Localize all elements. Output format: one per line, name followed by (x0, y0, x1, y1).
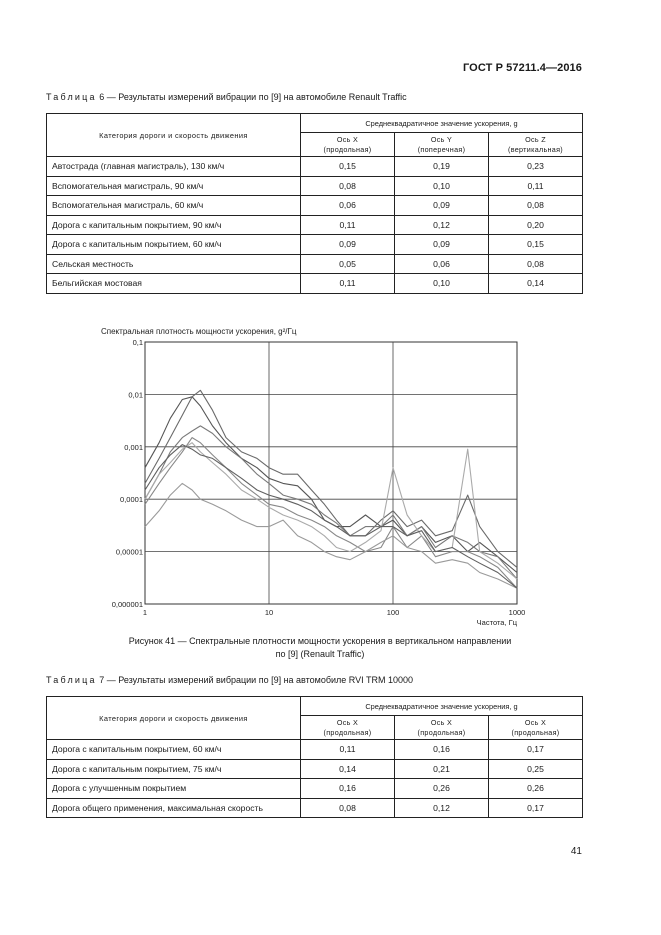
axis-name: Ось X (336, 717, 359, 727)
axis-desc: (продольная) (417, 727, 466, 737)
cell-value: 0,16 (395, 740, 489, 760)
row-label: Автострада (главная магистраль), 130 км/ч (47, 157, 301, 177)
row-label: Дорога с капитальным покрытием, 60 км/ч (47, 235, 301, 255)
row-label: Дорога с улучшенным покрытием (47, 779, 301, 799)
row-label: Сельская местность (47, 254, 301, 274)
cell-value: 0,09 (395, 196, 489, 216)
cell-value: 0,09 (395, 235, 489, 255)
axis-name: Ось X (430, 717, 453, 727)
cell-value: 0,23 (489, 157, 583, 177)
x-tick-label: 100 (386, 608, 400, 617)
table7-header-group: Среднеквадратичное значение ускорения, g (301, 697, 583, 716)
cell-value: 0,15 (301, 157, 395, 177)
table6-header-group: Среднеквадратичное значение ускорения, g (301, 114, 583, 133)
cell-value: 0,17 (489, 798, 583, 818)
table6-caption-text: 6 — Результаты измерений вибрации по [9] на автомобиле Renault Traffic (99, 92, 407, 102)
axis-name: Ось Y (430, 134, 453, 144)
y-tick-label: 0,000001 (111, 600, 143, 609)
chart-grid (145, 342, 517, 604)
cell-value: 0,15 (489, 235, 583, 255)
chart-title: Спектральная плотность мощности ускорения, g²/Гц (101, 327, 297, 336)
row-label: Дорога с капитальным покрытием, 60 км/ч (47, 740, 301, 760)
cell-value: 0,26 (395, 779, 489, 799)
cell-value: 0,25 (489, 759, 583, 779)
cell-value: 0,11 (489, 176, 583, 196)
table7-header-axis (301, 716, 395, 740)
plot-frame (145, 342, 517, 604)
figure-caption-line2: по [9] (Renault Traffic) (275, 649, 365, 659)
row-label: Дорога с капитальным покрытием, 90 км/ч (47, 215, 301, 235)
y-tick-label: 0,01 (128, 390, 143, 400)
table-row (47, 779, 583, 799)
row-label: Дорога с капитальным покрытием, 75 км/ч (47, 759, 301, 779)
cell-value: 0,19 (395, 157, 489, 177)
cell-value: 0,12 (395, 215, 489, 235)
x-tick-label: 1000 (508, 608, 526, 617)
cell-value: 0,14 (301, 759, 395, 779)
y-tick-label: 0,1 (132, 338, 143, 347)
cell-value: 0,16 (301, 779, 395, 799)
x-axis-label: Частота, Гц (476, 618, 517, 627)
cell-value: 0,05 (301, 254, 395, 274)
cell-value: 0,10 (395, 274, 489, 294)
axis-desc: (продольная) (323, 727, 372, 737)
cell-value: 0,17 (489, 740, 583, 760)
cell-value: 0,12 (395, 798, 489, 818)
table-row (47, 759, 583, 779)
x-tick-label: 1 (142, 608, 148, 617)
table6-caption-prefix: Таблица (46, 92, 97, 102)
table7-caption (46, 675, 413, 685)
axis-name: Ось X (336, 134, 359, 144)
cell-value: 0,06 (395, 254, 489, 274)
figure-caption (100, 635, 540, 661)
document-id: ГОСТ Р 57211.4—2016 (462, 62, 582, 74)
series-line-series-1 (145, 397, 517, 573)
x-tick-label: 10 (264, 608, 274, 617)
table7-header-axis (395, 716, 489, 740)
cell-value: 0,08 (489, 254, 583, 274)
cell-value: 0,21 (395, 759, 489, 779)
chart-series (145, 390, 517, 588)
table-row (47, 798, 583, 818)
axis-name: Ось X (524, 717, 547, 727)
table7-caption-prefix: Таблица (46, 675, 97, 685)
table6-header-category: Категория дороги и скорость движения (47, 114, 301, 157)
table7-header-axis (489, 716, 583, 740)
axis-desc: (продольная) (511, 727, 560, 737)
series-line-series-3 (145, 426, 517, 579)
table7-caption-text: 7 — Результаты измерений вибрации по [9] на автомобиле RVI TRM 10000 (99, 675, 414, 685)
axis-desc: (продольная) (323, 144, 372, 154)
cell-value: 0,08 (301, 798, 395, 818)
y-tick-label: 0,0001 (120, 495, 143, 505)
row-label: Дорога общего применения, максимальная скорость (47, 798, 301, 818)
cell-value: 0,09 (301, 235, 395, 255)
cell-value: 0,11 (301, 274, 395, 294)
axis-name: Ось Z (525, 134, 546, 144)
row-label: Бельгийская мостовая (47, 274, 301, 294)
axis-desc: (вертикальная) (508, 144, 563, 154)
cell-value: 0,11 (301, 740, 395, 760)
cell-value: 0,08 (489, 196, 583, 216)
row-label: Вспомогательная магистраль, 90 км/ч (47, 176, 301, 196)
cell-value: 0,10 (395, 176, 489, 196)
row-label: Вспомогательная магистраль, 60 км/ч (47, 196, 301, 216)
figure-caption-line1: Рисунок 41 — Спектральные плотности мощности ускорения в вертикальном направлении (128, 636, 512, 646)
axis-desc: (поперечная) (417, 144, 466, 154)
cell-value: 0,14 (489, 274, 583, 294)
series-line-series-2 (145, 390, 517, 567)
page-number: 41 (570, 846, 582, 857)
series-line-series-7 (145, 445, 517, 589)
table-row (47, 740, 583, 760)
y-tick-label: 0,001 (124, 442, 143, 452)
cell-value: 0,08 (301, 176, 395, 196)
cell-value: 0,11 (301, 215, 395, 235)
cell-value: 0,06 (301, 196, 395, 216)
cell-value: 0,20 (489, 215, 583, 235)
table7-header-category: Категория дороги и скорость движения (47, 697, 301, 740)
y-tick-label: 0,00001 (115, 547, 143, 557)
cell-value: 0,26 (489, 779, 583, 799)
table7 (46, 696, 583, 818)
